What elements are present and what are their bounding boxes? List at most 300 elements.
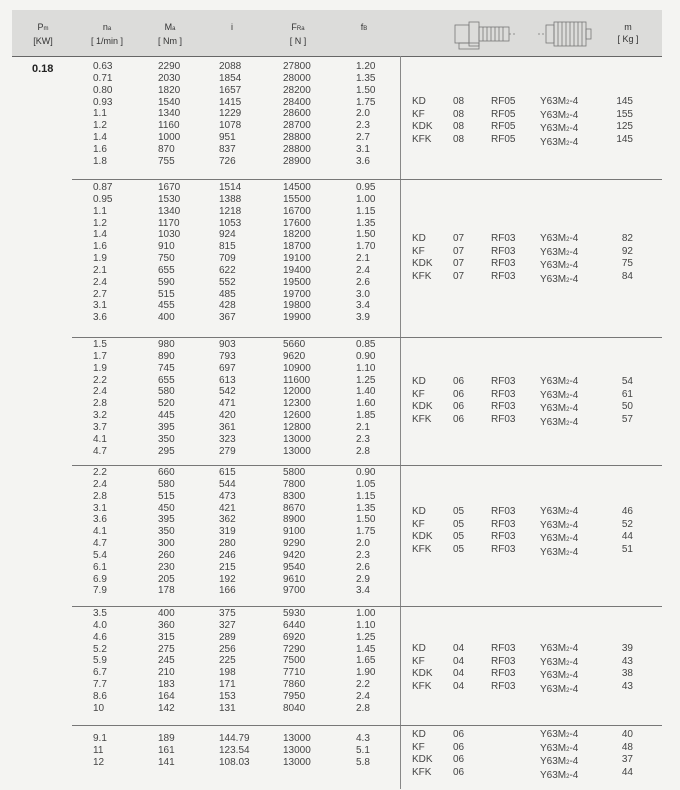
motor-code: Y63M xyxy=(540,656,567,668)
cell: 5.8 xyxy=(356,756,370,768)
cell: 06 xyxy=(453,766,465,778)
cell: 28000 xyxy=(283,72,311,84)
cell: 0.95 xyxy=(93,193,113,205)
motor-cell xyxy=(540,123,578,137)
header-i xyxy=(222,21,242,33)
mass-column xyxy=(605,376,633,426)
na-column xyxy=(93,182,112,324)
cell: KFK xyxy=(412,766,432,778)
cell: 1160 xyxy=(158,120,180,132)
cell: 19800 xyxy=(283,300,311,312)
motor-code: Y63M xyxy=(540,533,567,545)
header-pm-symbol: P xyxy=(37,22,44,32)
cell: 2.0 xyxy=(356,108,370,120)
cell: 1.10 xyxy=(356,362,376,374)
group-divider xyxy=(72,179,662,180)
cell: 2.4 xyxy=(93,386,107,398)
cell: 1.00 xyxy=(356,608,376,619)
cell: 323 xyxy=(219,433,236,445)
motor-code: Y63M xyxy=(540,769,567,781)
fra-column xyxy=(283,608,305,715)
cell: 48 xyxy=(621,741,633,753)
cell: 75 xyxy=(621,258,633,270)
cell: 515 xyxy=(158,490,175,502)
cell: 2.3 xyxy=(356,120,370,132)
mass-column xyxy=(605,233,633,283)
motor-cell xyxy=(540,684,578,698)
motor-sub: 2 xyxy=(566,113,570,120)
motor-code: Y63M xyxy=(540,729,567,740)
cell: RF03 xyxy=(491,680,516,692)
size-column xyxy=(453,96,464,146)
cell: 421 xyxy=(219,502,236,514)
cell: 11600 xyxy=(283,374,311,386)
cell: 622 xyxy=(219,264,236,276)
motor-cell xyxy=(540,403,578,417)
cell: 27800 xyxy=(283,61,311,72)
cell: 2.3 xyxy=(356,549,370,561)
fb-column xyxy=(356,733,370,769)
motor-tail: -4 xyxy=(569,519,579,531)
cell: 125 xyxy=(616,121,633,133)
motor-code: Y63M xyxy=(540,506,567,517)
cell: 1218 xyxy=(219,205,242,217)
cell: 38 xyxy=(621,668,633,680)
size-column xyxy=(453,729,464,779)
cell: KDK xyxy=(412,531,433,543)
mass-column xyxy=(605,506,633,556)
cell: 9290 xyxy=(283,538,306,550)
cell: 400 xyxy=(158,312,175,324)
mass-column xyxy=(605,96,633,146)
cell: 5.4 xyxy=(93,549,107,561)
cell: 2.1 xyxy=(93,264,107,276)
cell: 43 xyxy=(621,680,633,692)
motor-sub: 2 xyxy=(566,100,570,106)
cell: 9540 xyxy=(283,561,306,573)
motor-sub: 2 xyxy=(566,277,570,284)
motor-code: Y63M xyxy=(540,233,567,244)
cell: 815 xyxy=(219,241,236,253)
cell: 2.8 xyxy=(93,398,107,410)
cell: 3.6 xyxy=(356,155,370,167)
cell: 280 xyxy=(219,538,236,550)
motor-cell xyxy=(540,520,578,534)
motor-tail: -4 xyxy=(569,136,579,148)
cell: 07 xyxy=(453,258,465,270)
cell: 1.5 xyxy=(93,339,107,350)
cell: 6920 xyxy=(283,631,306,643)
header-divider xyxy=(12,56,662,57)
cell: RF03 xyxy=(491,506,516,517)
cell: 12600 xyxy=(283,410,311,422)
cell: 0.90 xyxy=(356,350,376,362)
gear-reducer-icon xyxy=(453,17,517,51)
cell: RF03 xyxy=(491,376,516,387)
cell: KF xyxy=(412,741,425,753)
cell: 793 xyxy=(219,350,236,362)
cell: 655 xyxy=(158,374,175,386)
cell: 08 xyxy=(453,108,465,120)
motor-cell xyxy=(540,657,578,671)
cell: 6440 xyxy=(283,619,306,631)
cell: 54 xyxy=(621,376,633,387)
cell: 360 xyxy=(158,619,175,631)
cell: 1.90 xyxy=(356,667,376,679)
cell: 153 xyxy=(219,690,236,702)
motor-cell xyxy=(540,729,578,743)
cell: 2.6 xyxy=(356,276,370,288)
cell: 192 xyxy=(219,573,236,585)
cell: 275 xyxy=(158,643,175,655)
cell: 2.4 xyxy=(356,690,370,702)
cell: 28400 xyxy=(283,96,311,108)
cell: 4.3 xyxy=(356,733,370,744)
mass-column xyxy=(605,643,633,693)
cell: 300 xyxy=(158,538,175,550)
cell: 1.25 xyxy=(356,374,376,386)
cell: 28600 xyxy=(283,108,311,120)
cell: 44 xyxy=(621,766,633,778)
cell: 520 xyxy=(158,398,175,410)
cell: 06 xyxy=(453,388,465,400)
motor-code: Y63M xyxy=(540,519,567,531)
cell: 05 xyxy=(453,543,465,555)
cell: 980 xyxy=(158,339,175,350)
cell: 183 xyxy=(158,679,175,691)
cell: 1.9 xyxy=(93,253,107,265)
cell: 2.4 xyxy=(93,478,107,490)
na-column xyxy=(93,467,107,597)
cell: 1000 xyxy=(158,132,181,144)
cell: 28700 xyxy=(283,120,311,132)
cell: KD xyxy=(412,376,426,387)
group-divider xyxy=(72,465,662,466)
cell: 08 xyxy=(453,121,465,133)
motor-cell xyxy=(540,274,578,288)
i-column xyxy=(219,182,241,324)
cell: RF03 xyxy=(491,643,516,654)
cell: 8040 xyxy=(283,702,306,714)
cell: KDK xyxy=(412,121,433,133)
cell: 06 xyxy=(453,401,465,413)
flange-column xyxy=(491,233,515,283)
header-fb xyxy=(352,21,376,35)
cell: 37 xyxy=(621,754,633,766)
ma-column xyxy=(158,467,175,597)
cell: 5.2 xyxy=(93,643,107,655)
cell: 2.2 xyxy=(93,467,107,478)
cell: 4.7 xyxy=(93,445,107,457)
motor-cell xyxy=(540,417,578,431)
cell: 9700 xyxy=(283,585,306,597)
cell: 289 xyxy=(219,631,236,643)
cell: 0.63 xyxy=(93,61,113,72)
cell: KFK xyxy=(412,413,432,425)
motor-code: Y63M xyxy=(540,136,567,148)
cell: RF03 xyxy=(491,258,516,270)
cell: 5660 xyxy=(283,339,306,350)
cell: RF03 xyxy=(491,543,516,555)
cell: 315 xyxy=(158,631,175,643)
cell: 4.0 xyxy=(93,619,107,631)
cell: 8.6 xyxy=(93,690,107,702)
cell: 2.1 xyxy=(356,421,370,433)
cell: 1514 xyxy=(219,182,242,193)
cell: 1415 xyxy=(219,96,242,108)
cell: 44 xyxy=(621,531,633,543)
cell: 2.8 xyxy=(93,490,107,502)
cell: 40 xyxy=(621,729,633,740)
cell: 7290 xyxy=(283,643,306,655)
cell: RF03 xyxy=(491,233,516,244)
flange-column xyxy=(491,376,515,426)
cell: 6.1 xyxy=(93,561,107,573)
motor-sub: 2 xyxy=(566,380,570,386)
flange-column xyxy=(491,643,515,693)
cell: KDK xyxy=(412,754,433,766)
header-fra-symbol: F xyxy=(291,22,297,32)
cell: RF03 xyxy=(491,245,516,257)
motor-sub: 2 xyxy=(566,773,570,780)
cell: 395 xyxy=(158,421,175,433)
cell: 145 xyxy=(616,96,633,107)
motor-tail: -4 xyxy=(569,109,579,121)
cell: 06 xyxy=(453,741,465,753)
cell: RF03 xyxy=(491,413,516,425)
motor-column xyxy=(540,729,578,783)
cell: 544 xyxy=(219,478,236,490)
size-column xyxy=(453,376,464,426)
motor-sub: 2 xyxy=(566,550,570,557)
cell: 1229 xyxy=(219,108,242,120)
cell: 709 xyxy=(219,253,236,265)
fra-column xyxy=(283,467,305,597)
cell: 19900 xyxy=(283,312,311,324)
cell: 07 xyxy=(453,245,465,257)
cell: 189 xyxy=(158,733,175,744)
header-na-unit: [ 1/min ] xyxy=(90,36,123,46)
motor-code: Y63M xyxy=(540,683,567,695)
ma-column xyxy=(158,733,175,769)
cell: 0.71 xyxy=(93,72,113,84)
motor-tail: -4 xyxy=(569,656,579,668)
cell: 142 xyxy=(158,702,175,714)
type-column xyxy=(412,729,433,779)
cell: 1.10 xyxy=(356,619,376,631)
cell: 400 xyxy=(158,608,175,619)
fra-column xyxy=(283,61,311,168)
motor-sub: 2 xyxy=(566,647,570,653)
cell: 5930 xyxy=(283,608,306,619)
cell: 485 xyxy=(219,288,236,300)
cell: 210 xyxy=(158,667,175,679)
cell: 13000 xyxy=(283,433,311,445)
cell: 7800 xyxy=(283,478,306,490)
motor-cell xyxy=(540,670,578,684)
cell: 1.70 xyxy=(356,241,376,253)
cell: 84 xyxy=(621,270,633,282)
cell: 745 xyxy=(158,362,175,374)
cell: 2.8 xyxy=(356,702,370,714)
cell: KF xyxy=(412,245,425,257)
cell: 613 xyxy=(219,374,236,386)
type-column xyxy=(412,643,433,693)
cell: 57 xyxy=(621,413,633,425)
cell: 245 xyxy=(158,655,175,667)
cell: 08 xyxy=(453,133,465,145)
cell: 837 xyxy=(219,143,236,155)
motor-cell xyxy=(540,110,578,124)
header-i-symbol: i xyxy=(231,22,233,32)
motor-tail: -4 xyxy=(569,769,579,781)
fb-column xyxy=(356,182,375,324)
cell: 8670 xyxy=(283,502,306,514)
cell: 256 xyxy=(219,643,236,655)
cell: 08 xyxy=(453,96,465,107)
motor-code: Y63M xyxy=(540,273,567,285)
cell: 1.9 xyxy=(93,362,107,374)
cell: 19100 xyxy=(283,253,311,265)
motor-column xyxy=(540,96,578,150)
motor-sub: 2 xyxy=(566,510,570,516)
na-column xyxy=(93,339,107,457)
cell: 14500 xyxy=(283,182,311,193)
cell: 123.54 xyxy=(219,744,250,756)
motor-tail: -4 xyxy=(569,546,579,558)
motor-column xyxy=(540,233,578,287)
type-column xyxy=(412,233,433,283)
cell: RF03 xyxy=(491,401,516,413)
motor-cell xyxy=(540,770,578,784)
cell: 0.95 xyxy=(356,182,376,193)
motor-column xyxy=(540,643,578,697)
cell: 04 xyxy=(453,655,465,667)
cell: 903 xyxy=(219,339,236,350)
cell: 166 xyxy=(219,585,236,597)
type-column xyxy=(412,506,433,556)
cell: 361 xyxy=(219,421,236,433)
cell: KDK xyxy=(412,401,433,413)
cell: 225 xyxy=(219,655,236,667)
group-divider xyxy=(72,337,662,338)
motor-cell xyxy=(540,233,578,247)
i-column xyxy=(219,61,241,168)
cell: 12300 xyxy=(283,398,311,410)
cell: 870 xyxy=(158,143,175,155)
cell: KF xyxy=(412,388,425,400)
cell: 164 xyxy=(158,690,175,702)
cell: 07 xyxy=(453,233,465,244)
motor-tail: -4 xyxy=(569,376,579,387)
cell: 9620 xyxy=(283,350,306,362)
cell: 28800 xyxy=(283,132,311,144)
cell: KFK xyxy=(412,680,432,692)
cell: 260 xyxy=(158,549,175,561)
ma-column xyxy=(158,608,175,715)
cell: 755 xyxy=(158,155,175,167)
cell: 0.93 xyxy=(93,96,113,108)
cell: 428 xyxy=(219,300,236,312)
motor-cell xyxy=(540,743,578,757)
cell: 0.90 xyxy=(356,467,376,478)
cell: KFK xyxy=(412,543,432,555)
cell: 108.03 xyxy=(219,756,250,768)
ma-column xyxy=(158,61,180,168)
cell: 473 xyxy=(219,490,236,502)
cell: 1.50 xyxy=(356,84,376,96)
header-pm xyxy=(26,21,60,47)
na-column xyxy=(93,61,112,168)
header-fb-symbol: f xyxy=(360,22,364,32)
column-divider xyxy=(400,56,401,789)
cell: 3.1 xyxy=(356,143,370,155)
cell: 295 xyxy=(158,445,175,457)
cell: 660 xyxy=(158,467,175,478)
motor-tail: -4 xyxy=(569,506,579,517)
cell: 1053 xyxy=(219,217,242,229)
cell: 7500 xyxy=(283,655,306,667)
cell: KD xyxy=(412,506,426,517)
cell: 12000 xyxy=(283,386,311,398)
cell: 9610 xyxy=(283,573,306,585)
cell: 367 xyxy=(219,312,236,324)
fb-column xyxy=(356,339,375,457)
cell: 3.0 xyxy=(356,288,370,300)
cell: 17600 xyxy=(283,217,311,229)
cell: 230 xyxy=(158,561,175,573)
ma-column xyxy=(158,182,180,324)
header-fra-unit: [ N ] xyxy=(289,36,307,46)
cell: 2.7 xyxy=(356,132,370,144)
cell: 10 xyxy=(93,702,105,714)
type-column xyxy=(412,376,433,426)
cell: 3.6 xyxy=(93,312,107,324)
cell: 450 xyxy=(158,502,175,514)
cell: 1.1 xyxy=(93,205,107,217)
header-fra-sub: Ra xyxy=(296,26,305,32)
motor-cell xyxy=(540,533,578,547)
cell: 131 xyxy=(219,702,236,714)
cell: 28800 xyxy=(283,143,311,155)
cell: 50 xyxy=(621,401,633,413)
cell: 43 xyxy=(621,655,633,667)
motor-code: Y63M xyxy=(540,403,567,415)
cell: 375 xyxy=(219,608,236,619)
cell: 1.60 xyxy=(356,398,376,410)
cell: 1.4 xyxy=(93,229,107,241)
cell: 1.40 xyxy=(356,386,376,398)
cell: 319 xyxy=(219,526,236,538)
cell: 1670 xyxy=(158,182,181,193)
cell: RF03 xyxy=(491,531,516,543)
cell: RF03 xyxy=(491,270,516,282)
cell: KD xyxy=(412,96,426,107)
cell: 19700 xyxy=(283,288,311,300)
header-pm-sub: m xyxy=(43,26,49,32)
motor-sub: 2 xyxy=(566,674,570,681)
motor-code: Y63M xyxy=(540,96,567,107)
cell: 420 xyxy=(219,410,236,422)
cell: 06 xyxy=(453,376,465,387)
cell: 9100 xyxy=(283,526,306,538)
cell: 1.15 xyxy=(356,205,376,217)
motor-tail: -4 xyxy=(569,683,579,695)
cell: 155 xyxy=(616,108,633,120)
cell: KFK xyxy=(412,133,432,145)
cell: KDK xyxy=(412,258,433,270)
cell: 8900 xyxy=(283,514,306,526)
